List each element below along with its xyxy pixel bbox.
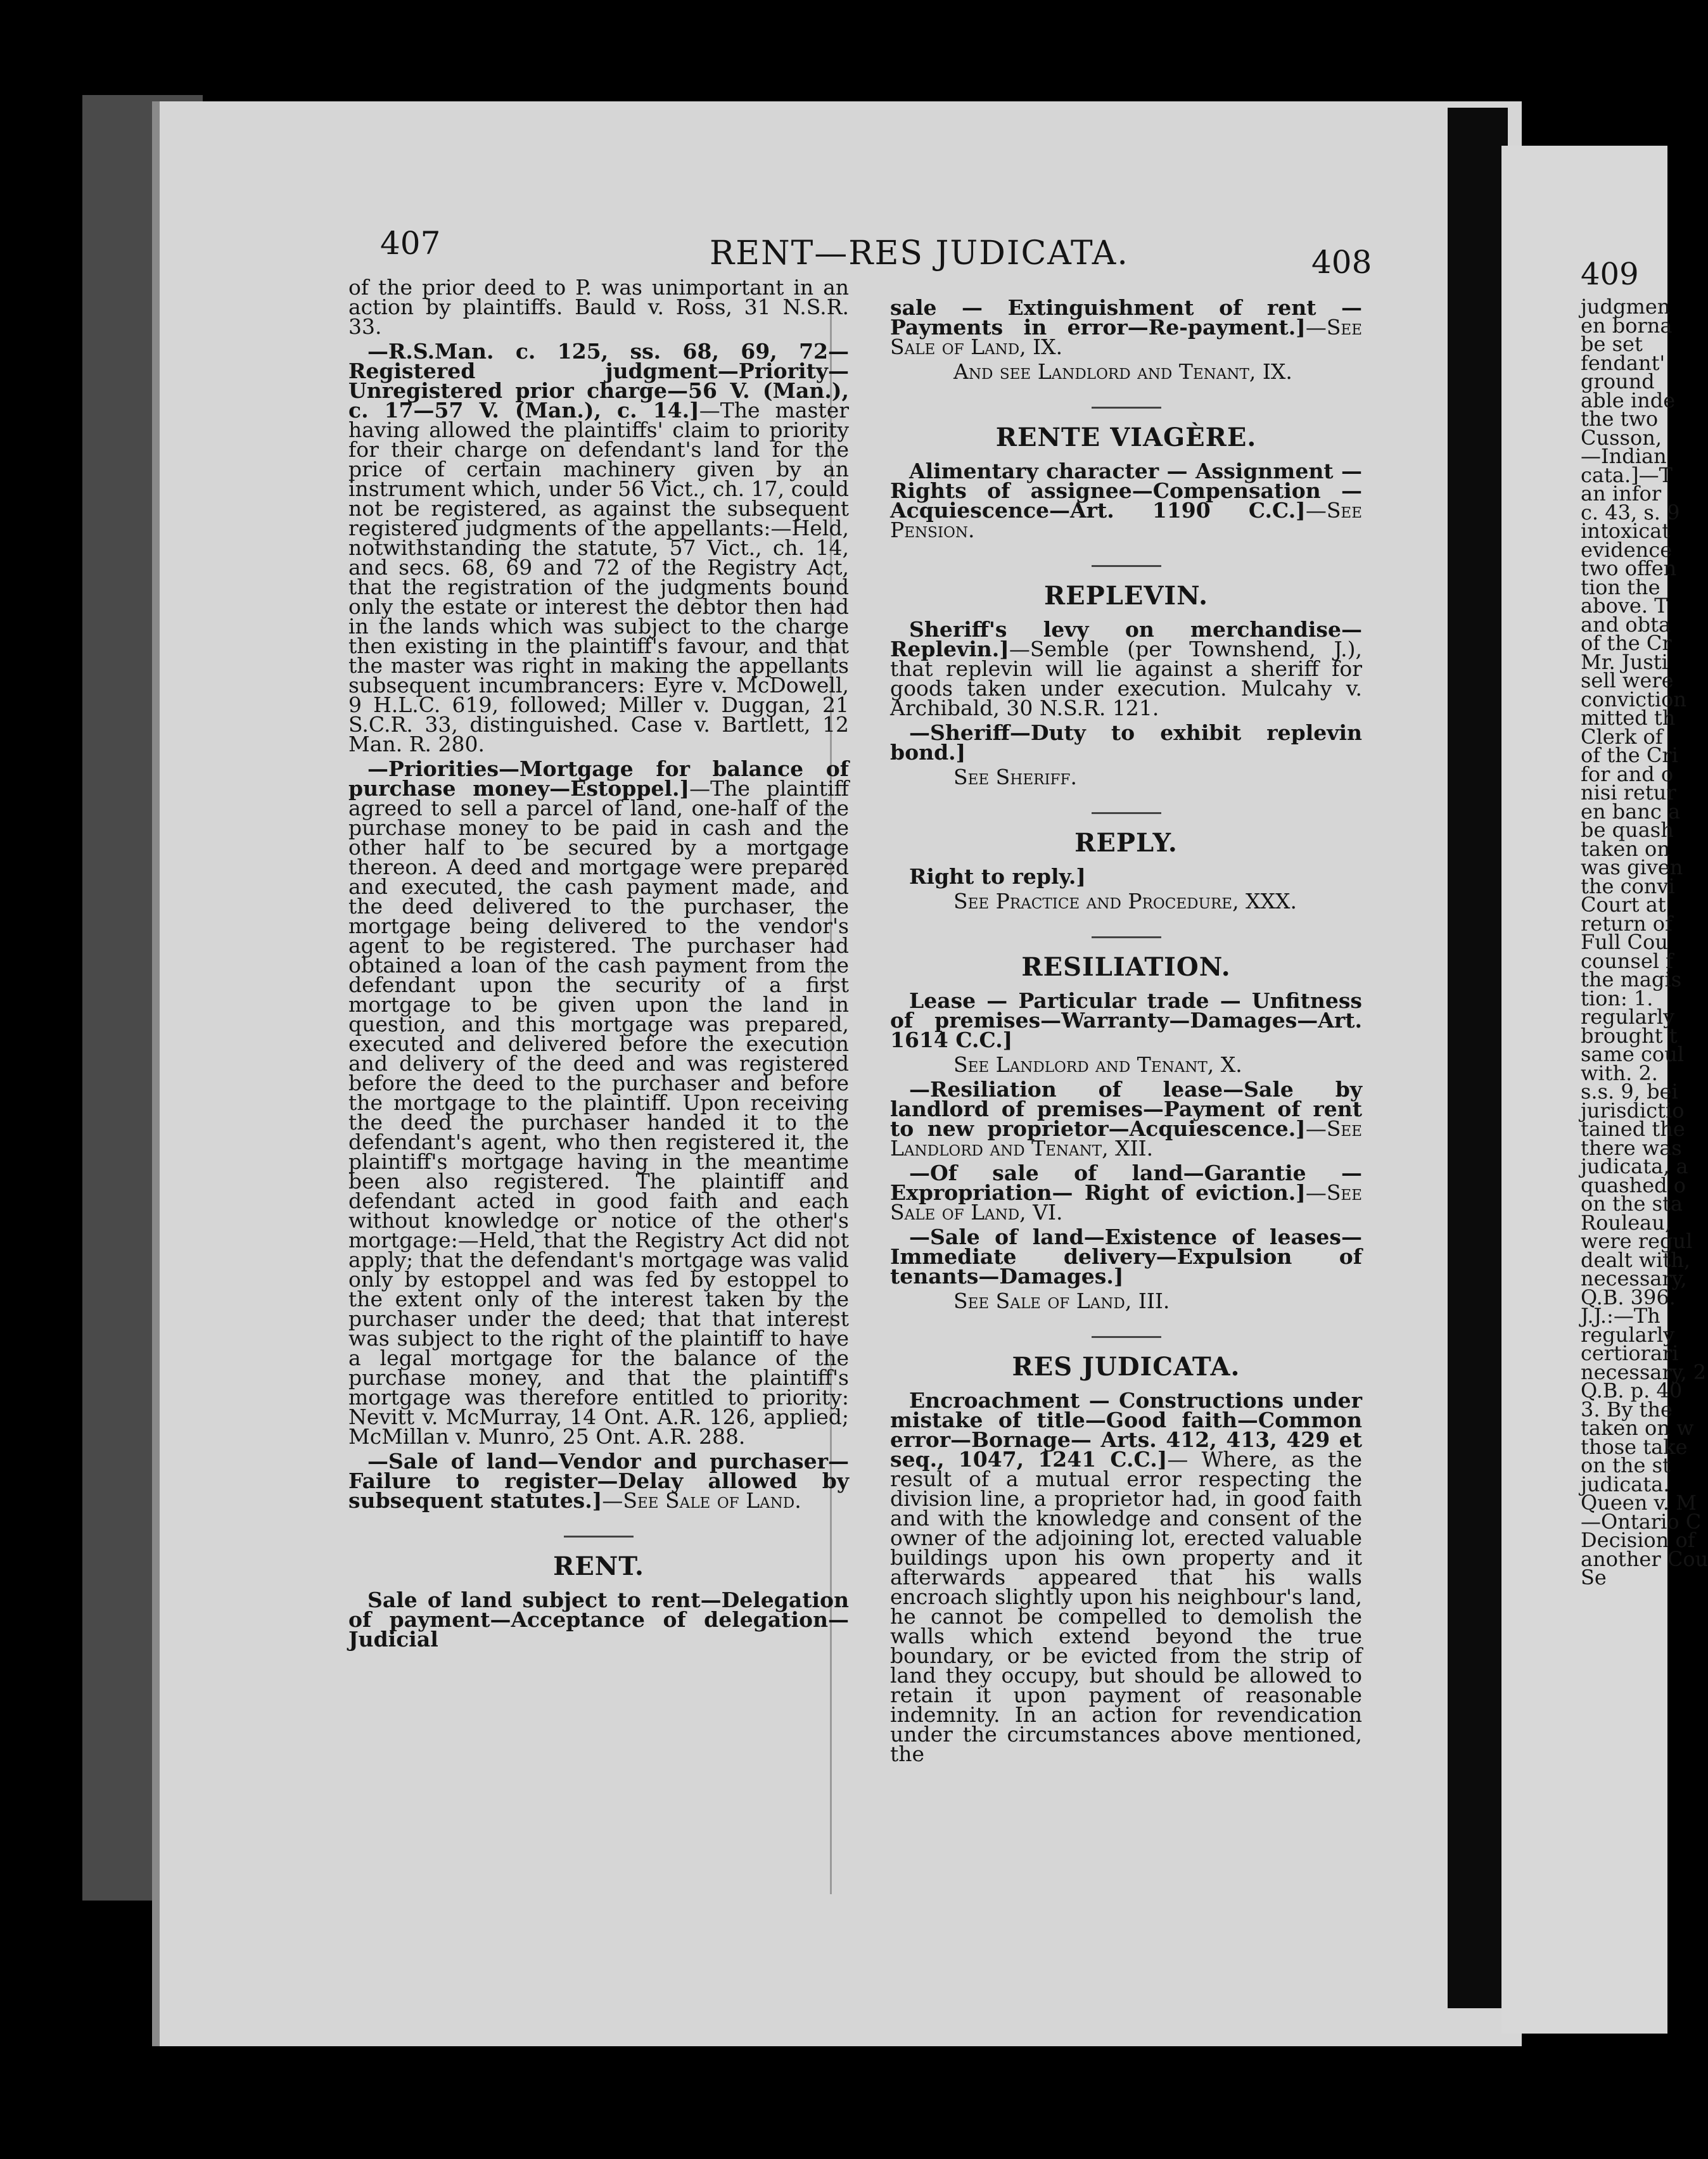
- section-heading-replevin: REPLEVIN.: [1043, 581, 1209, 611]
- cross-reference: —See Pension.: [890, 498, 1362, 542]
- entry: [348, 1588, 849, 1652]
- left-column: [348, 277, 849, 1654]
- entry: [348, 341, 849, 754]
- right-column-line: the convi: [1581, 874, 1675, 898]
- entry: [890, 1388, 1363, 1766]
- right-column-line: nisi retur: [1581, 780, 1676, 805]
- right-column-line: Se: [1581, 1565, 1607, 1589]
- entry-heading: —Priorities—Mortgage for balance of purchase money—Estoppel.]: [348, 756, 849, 801]
- right-column-line: cata.]—T: [1581, 462, 1673, 487]
- entry-body: — Where, as the result of a mutual error respecting the division line, a proprietor had, in good faith and with the knowledge and consent of the owner of the adjoining lot, erected valuable buildings upon his own property and it afterwards appeared that his walls encroach slightly upon his neighbour's land, he cannot be compelled to demolish the walls which extend beyond the true boundary, or be evicted from the strip of land they occupy, but should be allowed to retain it upon payment of reasonable indemnity. In an action for revendication under the circumstances above mentioned, the: [890, 1447, 1363, 1766]
- right-column-line: c. 43, s. 9: [1581, 500, 1680, 525]
- right-column-line: regularly: [1581, 1005, 1675, 1029]
- entry-heading: —Sheriff—Duty to exhibit replevin bond.]: [890, 720, 1362, 765]
- entry: [890, 617, 1362, 720]
- section-heading-rent: RENT.: [553, 1551, 644, 1581]
- right-column-line: taken on w: [1581, 1416, 1694, 1440]
- section-heading-res-judicata: RES JUDICATA.: [1012, 1352, 1240, 1382]
- entry: [890, 720, 1362, 765]
- page-number-right: 408: [1311, 244, 1372, 281]
- cross-reference: —See Landlord and Tenant, XII.: [890, 1116, 1362, 1161]
- entry: [348, 1449, 849, 1513]
- right-column-line: above. T: [1581, 594, 1668, 618]
- page-number-far-right: 409: [1581, 257, 1639, 292]
- entry-heading: Alimentary character — Assignment — Rights of assignee—Compensation — Acquiescence—Art. 1190 C.C.]: [890, 459, 1362, 523]
- right-column-line: Full Cou: [1581, 930, 1668, 954]
- right-column-line: with. 2.: [1581, 1060, 1658, 1085]
- right-column-line: mitted th: [1581, 706, 1676, 730]
- entry-body: —Semble (per Townshend, J.), that replevin will lie against a sheriff for goods taken under execution. Mulcahy v. Archibald, 30 N.S.R. 121.: [890, 637, 1362, 720]
- right-column-line: en borna: [1581, 313, 1673, 338]
- entry: [890, 295, 1362, 359]
- cross-reference: See Practice and Procedure, XXX.: [953, 889, 1297, 914]
- right-column-line: was given: [1581, 855, 1683, 879]
- page-number-left: 407: [380, 225, 441, 262]
- right-column-line: Clerk of: [1581, 724, 1663, 749]
- entry-heading: —Sale of land—Vendor and purchaser—Failure to register—Delay allowed by subsequent statutes.]: [348, 1449, 849, 1513]
- right-column-line: two offen: [1581, 556, 1677, 580]
- entry: [890, 461, 1362, 540]
- entry-heading: sale — Extinguishment of rent — Payments in error—Re-payment.]: [890, 295, 1362, 340]
- right-column-line: Mr. Justi: [1581, 649, 1668, 674]
- right-column-line: there was: [1581, 1135, 1682, 1160]
- section-rule: [1092, 1336, 1161, 1338]
- right-column-line: regularly: [1581, 1322, 1675, 1347]
- section-rule: [1092, 407, 1161, 409]
- section-heading-rente-viagere: RENTE VIAGÈRE.: [995, 423, 1257, 452]
- right-column-line: tion: 1.: [1581, 986, 1654, 1010]
- section-rule: [1092, 812, 1161, 814]
- right-column-line: dealt with,: [1581, 1247, 1691, 1272]
- right-column-line: sell were: [1581, 668, 1674, 692]
- right-column-line: and obta: [1581, 612, 1671, 637]
- entry-heading: —R.S.Man. c. 125, ss. 68, 69, 72—Registered judgment—Priority—Unregistered prior charge—56 V. (Man.), c. 17—57 V. (Man.), c. 14.]: [348, 339, 849, 423]
- entry-heading: —Resiliation of lease—Sale by landlord of premises—Payment of rent to new proprietor—Acquiescence.]: [890, 1077, 1362, 1141]
- section-rule: [1092, 565, 1161, 567]
- right-column-line: on the sta: [1581, 1192, 1683, 1216]
- right-column-line: same coul: [1581, 1042, 1684, 1066]
- entry-heading: Sale of land subject to rent—Delegation of payment—Acceptance of delegation—Judicial: [348, 1588, 849, 1652]
- right-column-line: tion the: [1581, 575, 1660, 599]
- right-column-line: conviction: [1581, 687, 1686, 711]
- entry: [890, 1225, 1362, 1289]
- right-column-line: necessary, 2: [1581, 1360, 1707, 1384]
- right-column-line: the two: [1581, 407, 1659, 431]
- section-heading-resiliation: RESILIATION.: [1021, 952, 1231, 982]
- right-column-line: be set: [1581, 332, 1643, 356]
- running-header: [380, 225, 1372, 282]
- entry-heading: Sheriff's levy on merchandise—Replevin.]: [890, 617, 1362, 661]
- right-column-line: counsel f: [1581, 948, 1674, 973]
- right-column-line: judgmen: [1581, 295, 1671, 319]
- right-column-line: jurisdictio: [1581, 1098, 1685, 1123]
- cross-reference: See Sale of Land, III.: [953, 1289, 1170, 1313]
- right-column-line: s.s. 9, bei: [1581, 1080, 1678, 1104]
- right-column-partial: [1581, 295, 1708, 1589]
- right-column-line: those take: [1581, 1434, 1688, 1459]
- right-column-line: certiorari: [1581, 1341, 1679, 1365]
- entry: [890, 1077, 1362, 1161]
- section-rule: [564, 1536, 634, 1538]
- cross-reference: —See Sale of Land.: [602, 1488, 801, 1513]
- section-heading-reply: REPLY.: [1074, 828, 1178, 858]
- right-column-line: necessary,: [1581, 1266, 1687, 1290]
- right-column-line: the magis: [1581, 967, 1682, 991]
- entry-heading: —Sale of land—Existence of leases—Immediate delivery—Expulsion of tenants—Damages.]: [890, 1225, 1362, 1289]
- entry-heading: Encroachment — Constructions under mistake of title—Good faith—Common error—Bornage— Arts. 412, 413, 429 et seq., 1047, 1241 C.C.]: [890, 1388, 1362, 1472]
- right-column-line: intoxicat: [1581, 519, 1671, 543]
- entry: [890, 988, 1362, 1052]
- cross-reference: —See Sale of Land, IX.: [890, 315, 1362, 359]
- right-column-line: Court at: [1581, 893, 1666, 917]
- right-column-line: fendant': [1581, 350, 1666, 375]
- right-column-line: J.J.:—Th: [1581, 1304, 1660, 1328]
- right-column-line: —Ontario C: [1581, 1509, 1702, 1534]
- cross-reference: —See Sale of Land, VI.: [890, 1180, 1362, 1225]
- right-column-line: Q.B. 396.: [1581, 1285, 1676, 1309]
- right-column-line: judicata.: [1581, 1472, 1670, 1496]
- section-rule: [1092, 936, 1161, 938]
- cross-reference: See Sheriff.: [953, 765, 1077, 789]
- cross-reference: See Landlord and Tenant, X.: [953, 1052, 1242, 1077]
- right-column-line: Rouleau,: [1581, 1210, 1671, 1235]
- entry-heading: Right to reply.]: [909, 864, 1086, 889]
- right-column-line: quashed o: [1581, 1173, 1686, 1197]
- right-column-line: for and o: [1581, 761, 1674, 786]
- right-column-line: be quash: [1581, 818, 1674, 842]
- right-column-line: Q.B. p. 40: [1581, 1379, 1683, 1403]
- right-column-line: Queen v. M: [1581, 1491, 1697, 1515]
- right-column-line: on the st: [1581, 1453, 1671, 1477]
- right-column-line: —Indian: [1581, 444, 1667, 468]
- right-column-line: en banc a: [1581, 799, 1681, 824]
- right-column-line: of the Cri: [1581, 743, 1678, 767]
- right-column-line: taken on: [1581, 836, 1670, 861]
- right-column-line: Decision of: [1581, 1528, 1695, 1552]
- entry: [890, 1161, 1362, 1225]
- right-column-line: 3. By the: [1581, 1397, 1673, 1422]
- entry-heading: Lease — Particular trade — Unfitness of premises—Warranty—Damages—Art. 1614 C.C.]: [890, 988, 1362, 1052]
- entry-body: —The plaintiff agreed to sell a parcel of land, one-half of the purchase money to be paid in cash and the other half to be secured by a mortgage thereon. A deed and mortgage were prepared and executed, the cash payment made, and the deed delivered to the purchaser, the mortgage being delivered to the vendor's agent to be registered. The purchaser had obtained a loan of the cash payment from the defendant upon the security of a first mortgage to be given upon the land in question, and this mortgage was prepared, executed and delivered before the execution and delivery of the deed and was registered before the deed to the purchaser and before the mortgage to the plaintiff. Upon receiving the deed the purchaser handed it to the defendant's agent, who then registered it, the plaintiff's mortgage having in the meantime been also registered. The plaintiff and defendant acted in good faith and each without knowledge or notice of the other's mortgage:—Held, that the Registry Act did not apply; that the defendant's mortgage was valid only by estoppel and was fed by estoppel to the extent only of the interest taken by the purchaser under the deed; that that interest was subject to the right of the plaintiff to have a legal mortgage for the balance of the purchase money, and that the plaintiff's mortgage was therefore entitled to priority: Nevitt v. McMurray, 14 Ont. A.R. 126, applied; McMillan v. Munro, 25 Ont. A.R. 288.: [348, 776, 849, 1449]
- entry-heading: —Of sale of land—Garantie — Expropriation— Right of eviction.]: [890, 1161, 1362, 1205]
- right-column-line: Cusson,: [1581, 425, 1662, 450]
- entry: [348, 756, 849, 1449]
- right-column-line: tained the: [1581, 1117, 1685, 1141]
- right-column-line: able inde: [1581, 388, 1676, 412]
- right-column-line: judicata, a: [1581, 1154, 1688, 1178]
- page-gutter: [1448, 108, 1508, 2008]
- cross-reference: And see Landlord and Tenant, IX.: [953, 359, 1292, 384]
- right-column-line: brought t: [1581, 1023, 1678, 1048]
- middle-column: [890, 295, 1363, 1769]
- right-column-line: another Cou: [1581, 1546, 1708, 1571]
- right-column-line: of the Cr: [1581, 631, 1672, 655]
- entry-text: of the prior deed to P. was unimportant in an action by plaintiffs. Bauld v. Ross, 31 N.S.R. 33.: [348, 275, 849, 339]
- right-column-line: evidence: [1581, 537, 1673, 562]
- right-column-line: an infor: [1581, 481, 1662, 506]
- right-column-line: return of: [1581, 911, 1673, 936]
- entry: [890, 864, 1362, 889]
- running-title: RENT—RES JUDICATA.: [710, 234, 1129, 272]
- entry-body: —The master having allowed the plaintiffs' claim to priority for their charge on defendant's land for the price of certain machinery given by an instrument which, under 56 Vict., ch. 17, could not be registered, as against the subsequent registered judgments of the appellants:—Held, notwithstanding the statute, 57 Vict., ch. 14, and secs. 68, 69 and 72 of the Registry Act, that the registration of the judgments bound only the estate or interest the debtor then had in the lands which was subject to the charge then existing in the plaintiff's favour, and that the master was right in making the appellants subsequent incumbrancers: Eyre v. McDowell, 9 H.L.C. 619, followed; Miller v. Duggan, 21 S.C.R. 33, distinguished. Case v. Bartlett, 12 Man. R. 280.: [348, 398, 849, 756]
- right-column-line: were regul: [1581, 1229, 1693, 1253]
- right-column-line: ground: [1581, 369, 1655, 393]
